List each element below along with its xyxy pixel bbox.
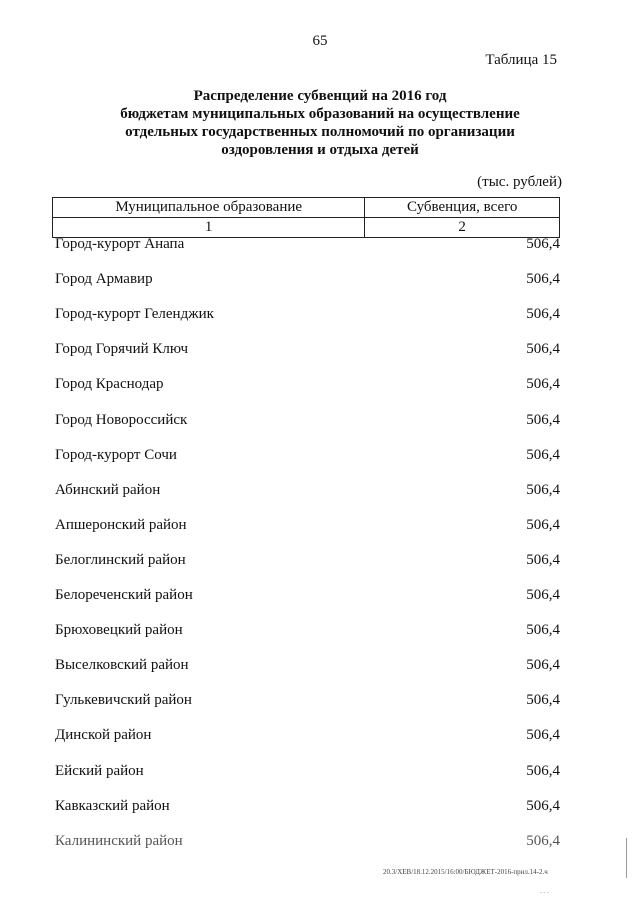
- row-municipality-name: Белореченский район: [55, 587, 193, 603]
- row-subvention-value: 506,4: [526, 657, 560, 673]
- row-subvention-value: 506,4: [526, 376, 560, 392]
- table-row: [52, 692, 560, 716]
- table-row: [52, 517, 560, 541]
- column-number-1: 1: [53, 218, 365, 238]
- table-row: [52, 482, 560, 506]
- row-subvention-value: 506,4: [526, 236, 560, 252]
- footer-document-code: 20.3/ХЕВ/18.12.2015/16:00/БЮДЖЕТ-2016-прил.14-2.ч: [383, 868, 548, 876]
- table-row: [52, 236, 560, 260]
- table-row: [52, 271, 560, 295]
- title-line: оздоровления и отдыха детей: [221, 142, 419, 158]
- row-subvention-value: 506,4: [526, 833, 560, 849]
- table-row: [52, 657, 560, 681]
- table-row: [52, 306, 560, 330]
- row-municipality-name: Город Новороссийск: [55, 412, 188, 428]
- table-row: [52, 763, 560, 787]
- column-header-subvention: Субвенция, всего: [365, 198, 560, 218]
- table-header: [52, 197, 560, 238]
- column-number-2: 2: [365, 218, 560, 238]
- row-municipality-name: Город-курорт Геленджик: [55, 306, 214, 322]
- row-subvention-value: 506,4: [526, 587, 560, 603]
- row-municipality-name: Белоглинский район: [55, 552, 186, 568]
- row-municipality-name: Динской район: [55, 727, 152, 743]
- row-subvention-value: 506,4: [526, 412, 560, 428]
- row-subvention-value: 506,4: [526, 482, 560, 498]
- column-header-municipality: Муниципальное образование: [53, 198, 365, 218]
- page-number: 65: [312, 33, 328, 49]
- scan-edge-mark: [626, 838, 627, 878]
- row-subvention-value: 506,4: [526, 763, 560, 779]
- row-municipality-name: Брюховецкий район: [55, 622, 183, 638]
- footer-mark: - - -: [540, 890, 549, 896]
- row-municipality-name: Город Армавир: [55, 271, 153, 287]
- row-subvention-value: 506,4: [526, 341, 560, 357]
- table-row: [52, 447, 560, 471]
- row-municipality-name: Абинский район: [55, 482, 161, 498]
- row-subvention-value: 506,4: [526, 447, 560, 463]
- row-subvention-value: 506,4: [526, 727, 560, 743]
- title-line: отдельных государственных полномочий по организации: [125, 124, 515, 140]
- table-row: [52, 376, 560, 400]
- row-municipality-name: Апшеронский район: [55, 517, 187, 533]
- table-row: [52, 552, 560, 576]
- row-municipality-name: Ейский район: [55, 763, 144, 779]
- row-subvention-value: 506,4: [526, 271, 560, 287]
- row-municipality-name: Город Краснодар: [55, 376, 164, 392]
- row-subvention-value: 506,4: [526, 622, 560, 638]
- title-line: бюджетам муниципальных образований на осуществление: [120, 106, 520, 122]
- table-row: [52, 412, 560, 436]
- row-municipality-name: Кавказский район: [55, 798, 170, 814]
- row-municipality-name: Выселковский район: [55, 657, 189, 673]
- title-line: Распределение субвенций на 2016 год: [193, 88, 447, 104]
- document-title: [60, 87, 580, 159]
- row-municipality-name: Калининский район: [55, 833, 183, 849]
- row-municipality-name: Город-курорт Анапа: [55, 236, 185, 252]
- row-municipality-name: Город Горячий Ключ: [55, 341, 189, 357]
- table-row: [52, 727, 560, 751]
- row-subvention-value: 506,4: [526, 306, 560, 322]
- table-row: [52, 622, 560, 646]
- table-row: [52, 798, 560, 822]
- row-subvention-value: 506,4: [526, 552, 560, 568]
- row-municipality-name: Гулькевичский район: [55, 692, 192, 708]
- units-label: (тыс. рублей): [477, 174, 562, 190]
- table-reference: Таблица 15: [485, 52, 557, 68]
- table-row: [52, 587, 560, 611]
- row-subvention-value: 506,4: [526, 798, 560, 814]
- table-row: [52, 833, 560, 857]
- row-subvention-value: 506,4: [526, 692, 560, 708]
- table-row: [52, 341, 560, 365]
- row-municipality-name: Город-курорт Сочи: [55, 447, 177, 463]
- row-subvention-value: 506,4: [526, 517, 560, 533]
